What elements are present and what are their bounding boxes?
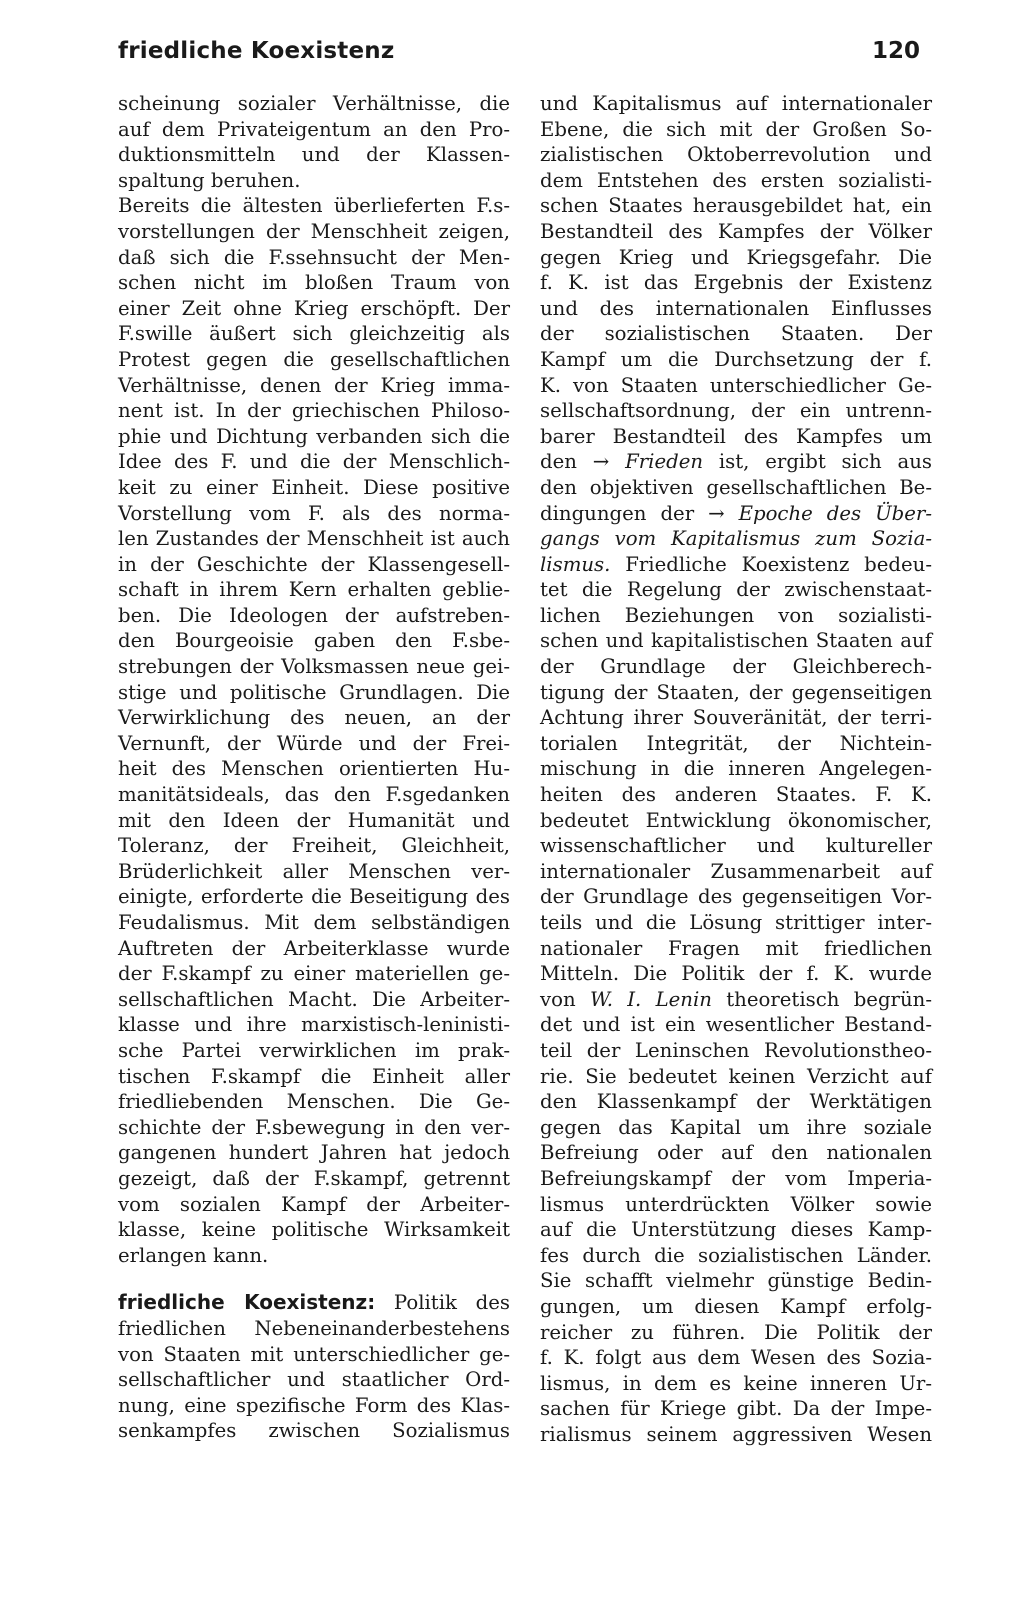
cross-reference-line-lenin bbox=[540, 987, 932, 1013]
text-line: Idee des F. und die der Menschlich- bbox=[118, 450, 510, 474]
text-line: den Bourgeoisie gaben den F.sbe- bbox=[118, 629, 510, 653]
text-line: teil der Leninschen Revolutionstheo- bbox=[540, 1038, 932, 1062]
text-line: lismus, in dem es keine inneren Ur- bbox=[540, 1371, 932, 1395]
text-line: klasse, keine politische Wirksamkeit bbox=[118, 1218, 510, 1242]
text-fragment: dingungen der bbox=[540, 501, 695, 525]
text-line: erlangen kann. bbox=[118, 1243, 269, 1267]
text-line: lichen Beziehungen von sozialisti- bbox=[540, 603, 932, 627]
text-line: vorstellungen der Menschheit zeigen, bbox=[118, 219, 510, 243]
text-line: Mitteln. Die Politik der f. K. wurde bbox=[540, 962, 932, 986]
text-line: schaft in ihrem Kern erhalten geblie- bbox=[118, 578, 510, 602]
text-line: internationaler Zusammenarbeit auf bbox=[540, 859, 932, 883]
text-line: sche Partei verwirklichen im prak- bbox=[118, 1038, 510, 1062]
text-line: F.swille äußert sich gleichzeitig als bbox=[118, 322, 510, 346]
arrow-icon: → bbox=[708, 501, 725, 525]
text-line: Brüderlichkeit aller Menschen ver- bbox=[118, 859, 510, 883]
text-line: f. K. ist das Ergebnis der Existenz bbox=[540, 271, 932, 295]
paragraph-continuation bbox=[118, 91, 510, 193]
text-line: sachen für Kriege gibt. Da der Impe- bbox=[540, 1397, 932, 1421]
text-line: friedlichen Nebeneinanderbestehens bbox=[118, 1316, 510, 1340]
text-line: sellschaftlichen Macht. Die Arbeiter- bbox=[118, 987, 510, 1011]
entry-term: friedliche Koexistenz: bbox=[118, 1290, 376, 1315]
text-line: schichte der F.sbewegung in den ver- bbox=[118, 1115, 510, 1139]
text-line: f. K. folgt aus dem Wesen des Sozia- bbox=[540, 1346, 932, 1370]
text-fragment: von bbox=[540, 987, 576, 1011]
text-line: teils und die Lösung strittiger inter- bbox=[540, 911, 932, 934]
text-line: auf die Unterstützung dieses Kamp- bbox=[540, 1218, 932, 1242]
text-line: der F.skampf zu einer materiellen ge- bbox=[118, 962, 510, 986]
text-line: der Grundlage des gegenseitigen Vor- bbox=[540, 885, 932, 909]
text-line: det und ist ein wesentlicher Bestand- bbox=[540, 1013, 932, 1037]
text-line: len Zustandes der Menschheit ist auch bbox=[118, 527, 510, 551]
text-line: und Kapitalismus auf internationaler bbox=[540, 92, 932, 115]
text-line: heiten des anderen Staates. F. K. bbox=[540, 783, 932, 807]
text-line: Toleranz, der Freiheit, Gleichheit, bbox=[118, 834, 510, 858]
text-line: Verwirklichung des neuen, an der bbox=[118, 706, 510, 730]
text-line: strebungen der Volksmassen neue gei- bbox=[118, 655, 510, 679]
text-line: gegen das Kapital um ihre soziale bbox=[540, 1115, 932, 1139]
text-line: schen und kapitalistischen Staaten auf bbox=[540, 629, 932, 653]
cross-reference-line-epoche bbox=[540, 501, 932, 527]
arrow-icon: → bbox=[592, 450, 610, 474]
text-line: tet die Regelung der zwischenstaat- bbox=[540, 578, 932, 602]
text-line: schen Staates herausgebildet hat, ein bbox=[540, 194, 932, 218]
link-epoche-end[interactable]: lismus. bbox=[540, 552, 611, 576]
text-fragment: den bbox=[540, 450, 577, 474]
text-line: fes durch die sozialistischen Länder. bbox=[540, 1243, 932, 1267]
text-line: wissenschaftlicher und kultureller bbox=[540, 834, 932, 858]
text-line: Auftreten der Arbeiterklasse wurde bbox=[118, 936, 510, 960]
paragraph-peace-history bbox=[118, 193, 510, 1268]
link-lenin[interactable]: W. I. Lenin bbox=[589, 987, 712, 1011]
text-line: stige und politische Grundlagen. Die bbox=[118, 680, 510, 704]
text-line: Ebene, die sich mit der Großen So- bbox=[540, 117, 932, 141]
running-head: friedliche Koexistenz bbox=[118, 38, 395, 64]
text-line: gegen Krieg und Kriegsgefahr. Die bbox=[540, 245, 932, 269]
text-line: torialen Integrität, der Nichtein- bbox=[540, 731, 932, 755]
text-line: Befreiungskampf der vom Imperia- bbox=[540, 1166, 932, 1190]
link-epoche[interactable]: Epoche des Über- bbox=[738, 501, 932, 525]
text-line: tischen F.skampf die Einheit aller bbox=[118, 1064, 510, 1088]
text-line: Bereits die ältesten überlieferten F.s- bbox=[118, 194, 510, 218]
text-line: nung, eine spezifische Form des Klas- bbox=[118, 1393, 510, 1417]
cross-reference-line-epoche-cont bbox=[540, 526, 932, 552]
text-line: von Staaten mit unterschiedlicher ge- bbox=[118, 1342, 510, 1366]
left-column bbox=[118, 91, 510, 1444]
text-line: der Grundlage der Gleichberech- bbox=[540, 655, 932, 679]
text-line: mit den Ideen der Humanität und bbox=[118, 808, 510, 832]
text-line: keit zu einer Einheit. Diese positive bbox=[118, 475, 510, 499]
text-line: vom sozialen Kampf der Arbeiter- bbox=[118, 1192, 510, 1216]
cross-reference-line-frieden bbox=[540, 449, 932, 475]
text-fragment: theoretisch begrün- bbox=[726, 987, 932, 1011]
entry-first-line bbox=[118, 1290, 510, 1316]
text-line: in der Geschichte der Klassengesell- bbox=[118, 552, 510, 576]
text-line: Kampf um die Durchsetzung der f. bbox=[540, 347, 932, 371]
text-line: der sozialistischen Staaten. Der bbox=[540, 322, 932, 346]
text-line: klasse und ihre marxistisch-leninisti- bbox=[118, 1013, 510, 1037]
entry-friedliche-koexistenz bbox=[118, 1290, 510, 1444]
text-line: Vernunft, der Würde und der Frei- bbox=[118, 731, 510, 755]
text-line: Achtung ihrer Souveränität, der terri- bbox=[540, 706, 932, 730]
text-line: und des internationalen Einflusses bbox=[540, 296, 932, 320]
text-line: gezeigt, daß der F.skampf, getrennt bbox=[118, 1166, 510, 1190]
text-line: ben. Die Ideologen der aufstreben- bbox=[118, 603, 510, 627]
right-column bbox=[540, 91, 932, 1447]
text-line: tigung der Staaten, der gegenseitigen bbox=[540, 680, 932, 704]
text-line: spaltung beruhen. bbox=[118, 168, 301, 192]
text-line: auf dem Privateigentum an den Pro- bbox=[118, 117, 510, 141]
text-line: bedeutet Entwicklung ökonomischer, bbox=[540, 808, 932, 832]
text-line: heit des Menschen orientierten Hu- bbox=[118, 757, 510, 781]
text-line: scheinung sozialer Verhältnisse, die bbox=[118, 92, 510, 115]
text-line: sellschaftsordnung, der ein untrenn- bbox=[540, 399, 932, 423]
text-fragment: Friedliche Koexistenz bedeu- bbox=[625, 552, 932, 576]
text-line: gungen, um diesen Kampf erfolg- bbox=[540, 1294, 932, 1318]
text-line: nationaler Fragen mit friedlichen bbox=[540, 936, 932, 960]
text-line: friedliebenden Menschen. Die Ge- bbox=[118, 1090, 510, 1114]
text-line: Vorstellung vom F. als des norma- bbox=[118, 501, 510, 525]
text-fragment: ist, ergibt sich aus bbox=[718, 450, 933, 474]
text-line: duktionsmitteln und der Klassen- bbox=[118, 143, 510, 167]
text-line: rie. Sie bedeutet keinen Verzicht auf bbox=[540, 1064, 932, 1088]
text-line: manitätsideals, das den F.sgedanken bbox=[118, 783, 510, 807]
text-line: Bestandteil des Kampfes der Völker bbox=[540, 219, 932, 243]
text-line: einer Zeit ohne Krieg erschöpft. Der bbox=[118, 296, 510, 320]
text-line: senkampfes zwischen Sozialismus bbox=[118, 1419, 510, 1443]
text-line: rialismus seinem aggressiven Wesen bbox=[540, 1422, 932, 1446]
paragraph-gap bbox=[118, 1268, 510, 1290]
text-line: K. von Staaten unterschiedlicher Ge- bbox=[540, 373, 932, 397]
text-line: gangenen hundert Jahren hat jedoch bbox=[118, 1141, 510, 1165]
text-line: phie und Dichtung verbanden sich die bbox=[118, 424, 510, 448]
text-line: mischung in die inneren Angelegen- bbox=[540, 757, 932, 781]
text-line: Sie schafft vielmehr günstige Bedin- bbox=[540, 1269, 932, 1293]
text-line: Befreiung oder auf den nationalen bbox=[540, 1141, 932, 1165]
text-line: nent ist. In der griechischen Philoso- bbox=[118, 399, 510, 423]
link-frieden[interactable]: Frieden bbox=[625, 450, 704, 474]
entry-first-line-text: Politik des bbox=[393, 1291, 510, 1315]
text-line: zialistischen Oktoberrevolution und bbox=[540, 143, 932, 167]
text-line: sellschaftlicher und staatlicher Ord- bbox=[118, 1368, 510, 1392]
text-line: lismus unterdrückten Völker sowie bbox=[540, 1192, 932, 1216]
cross-reference-line-epoche-end bbox=[540, 552, 932, 578]
page-number: 120 bbox=[871, 38, 920, 64]
text-line: Feudalismus. Mit dem selbständigen bbox=[118, 911, 510, 934]
text-line: barer Bestandteil des Kampfes um bbox=[540, 424, 932, 448]
text-line: Verhältnisse, denen der Krieg imma- bbox=[118, 373, 510, 397]
text-line: daß sich die F.ssehnsucht der Men- bbox=[118, 245, 510, 269]
text-line: Protest gegen die gesellschaftlichen bbox=[118, 347, 510, 371]
text-line: schen nicht im bloßen Traum von bbox=[118, 271, 510, 295]
text-line: den Klassenkampf der Werktätigen bbox=[540, 1090, 932, 1114]
text-line: reicher zu führen. Die Politik der bbox=[540, 1320, 932, 1344]
text-line: den objektiven gesellschaftlichen Be- bbox=[540, 475, 932, 499]
text-line: einigte, erforderte die Beseitigung des bbox=[118, 885, 510, 909]
link-epoche-cont[interactable]: gangs vom Kapitalismus zum Sozia- bbox=[540, 527, 932, 551]
text-line: dem Entstehen des ersten sozialisti- bbox=[540, 168, 932, 192]
